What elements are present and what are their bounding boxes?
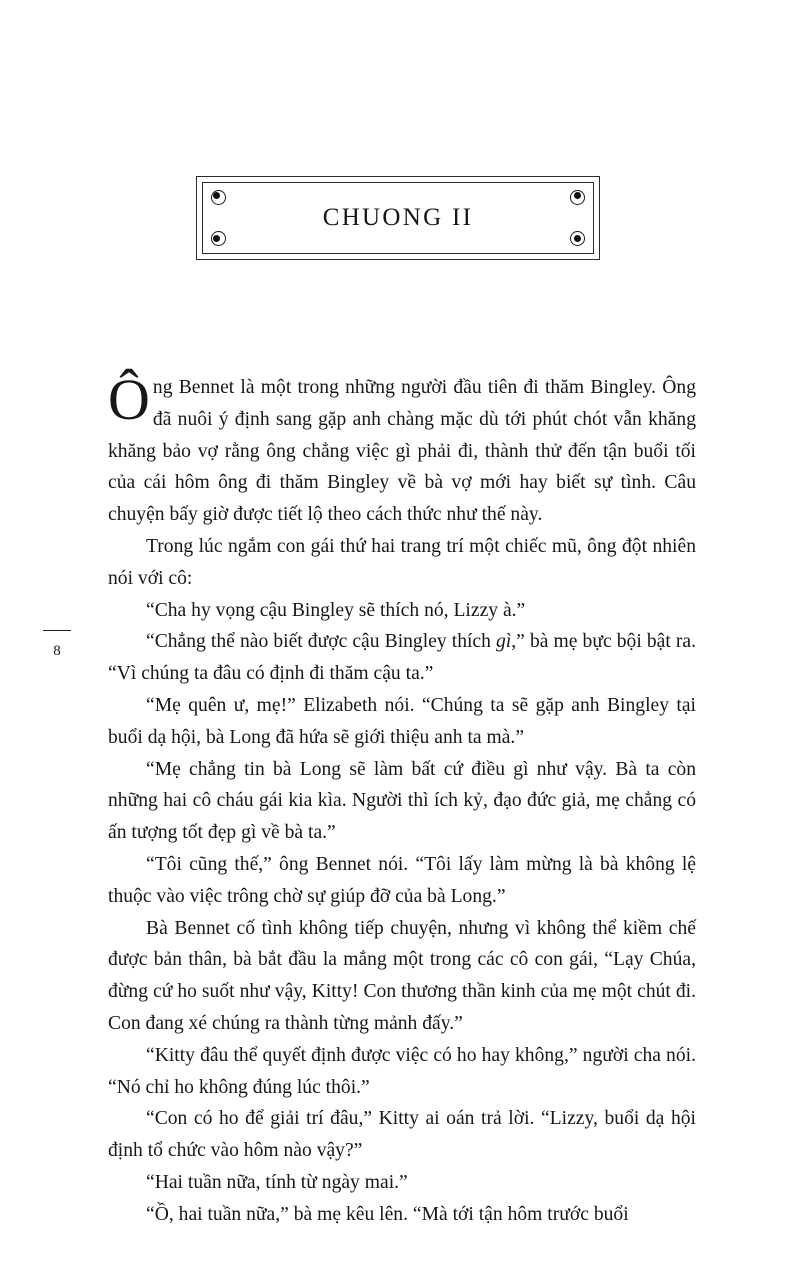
chapter-heading-frame bbox=[196, 176, 600, 260]
paragraph-lead: ng Bennet là một trong những người đầu tiên đi thăm Bingley. bbox=[152, 377, 657, 398]
emphasis-text: gì bbox=[496, 631, 512, 653]
body-text bbox=[108, 367, 696, 1231]
paragraph: “Kitty đâu thể quyết định được việc có ho hay không,” người cha nói. “Nó chỉ ho không đúng lúc thôi.” bbox=[108, 1044, 696, 1098]
paragraph: “Ồ, hai tuần nữa,” bà mẹ kêu lên. “Mà tới tận hôm trước buổi bbox=[146, 1203, 629, 1225]
page-number: 8 bbox=[53, 643, 61, 659]
ornament-dot-bottom-left bbox=[211, 231, 226, 246]
folio bbox=[38, 630, 76, 660]
ornament-dot-bottom-right bbox=[570, 231, 585, 246]
paragraph: “Mẹ chẳng tin bà Long sẽ làm bất cứ điều gì như vậy. Bà ta còn những hai cô cháu gái kia kìa. Người thì ích kỷ, đạo đức giả, mẹ chẳng có ấn tượng tốt đẹp gì về bà ta.” bbox=[108, 758, 696, 844]
paragraph: “Mẹ quên ư, mẹ!” Elizabeth nói. “Chúng ta sẽ gặp anh Bingley tại buổi dạ hội, bà Long đã hứa sẽ giới thiệu anh ta mà.” bbox=[108, 694, 696, 748]
paragraph: “Hai tuần nữa, tính từ ngày mai.” bbox=[146, 1171, 408, 1193]
paragraph bbox=[108, 367, 696, 531]
drop-cap: Ô bbox=[108, 367, 150, 432]
chapter-title: CHUONG II bbox=[322, 204, 474, 231]
paragraph: “Con có ho để giải trí đâu,” Kitty ai oán trả lời. “Lizzy, buổi dạ hội định tổ chức vào hôm nào vậy?” bbox=[108, 1108, 696, 1162]
paragraph: Trong lúc ngắm con gái thứ hai trang trí một chiếc mũ, ông đột nhiên nói với cô: bbox=[108, 535, 696, 589]
paragraph-segment: ,” bà mẹ bực bội bật ra. “Vì chúng ta đâu có định đi thăm cậu ta.” bbox=[108, 631, 696, 685]
paragraph: “Tôi cũng thế,” ông Bennet nói. “Tôi lấy làm mừng là bà không lệ thuộc vào việc trông chờ sự giúp đỡ của bà Long.” bbox=[108, 853, 696, 907]
paragraph: Bà Bennet cố tình không tiếp chuyện, nhưng vì không thể kiềm chế được bản thân, bà bắt đầu la mắng một trong các cô con gái, “Lạy Chúa, đừng cứ ho suốt như vậy, Kitty! Con thương thần kinh của mẹ một chút đi. Con đang xé chúng ra thành từng mảnh đấy.” bbox=[108, 917, 696, 1034]
ornament-dot-top-left bbox=[211, 190, 226, 205]
folio-rule bbox=[43, 630, 71, 631]
paragraph-text: Ông đã nuôi ý định sang gặp anh chàng mặc dù tới phút chót vẫn khăng khăng bảo vợ rằng ông chẳng việc gì phải đi, thành thử đến tận buổi tối của cái hôm ông đi thăm Bingley về bà vợ mới hay biết sự tình. Câu chuyện bấy giờ được tiết lộ theo cách thức như thế này. bbox=[108, 377, 696, 526]
ornament-dot-top-right bbox=[570, 190, 585, 205]
paragraph: “Cha hy vọng cậu Bingley sẽ thích nó, Lizzy à.” bbox=[146, 599, 526, 621]
paragraph bbox=[108, 626, 696, 690]
paragraph-segment: “Chẳng thể nào biết được cậu Bingley thích bbox=[146, 631, 497, 653]
